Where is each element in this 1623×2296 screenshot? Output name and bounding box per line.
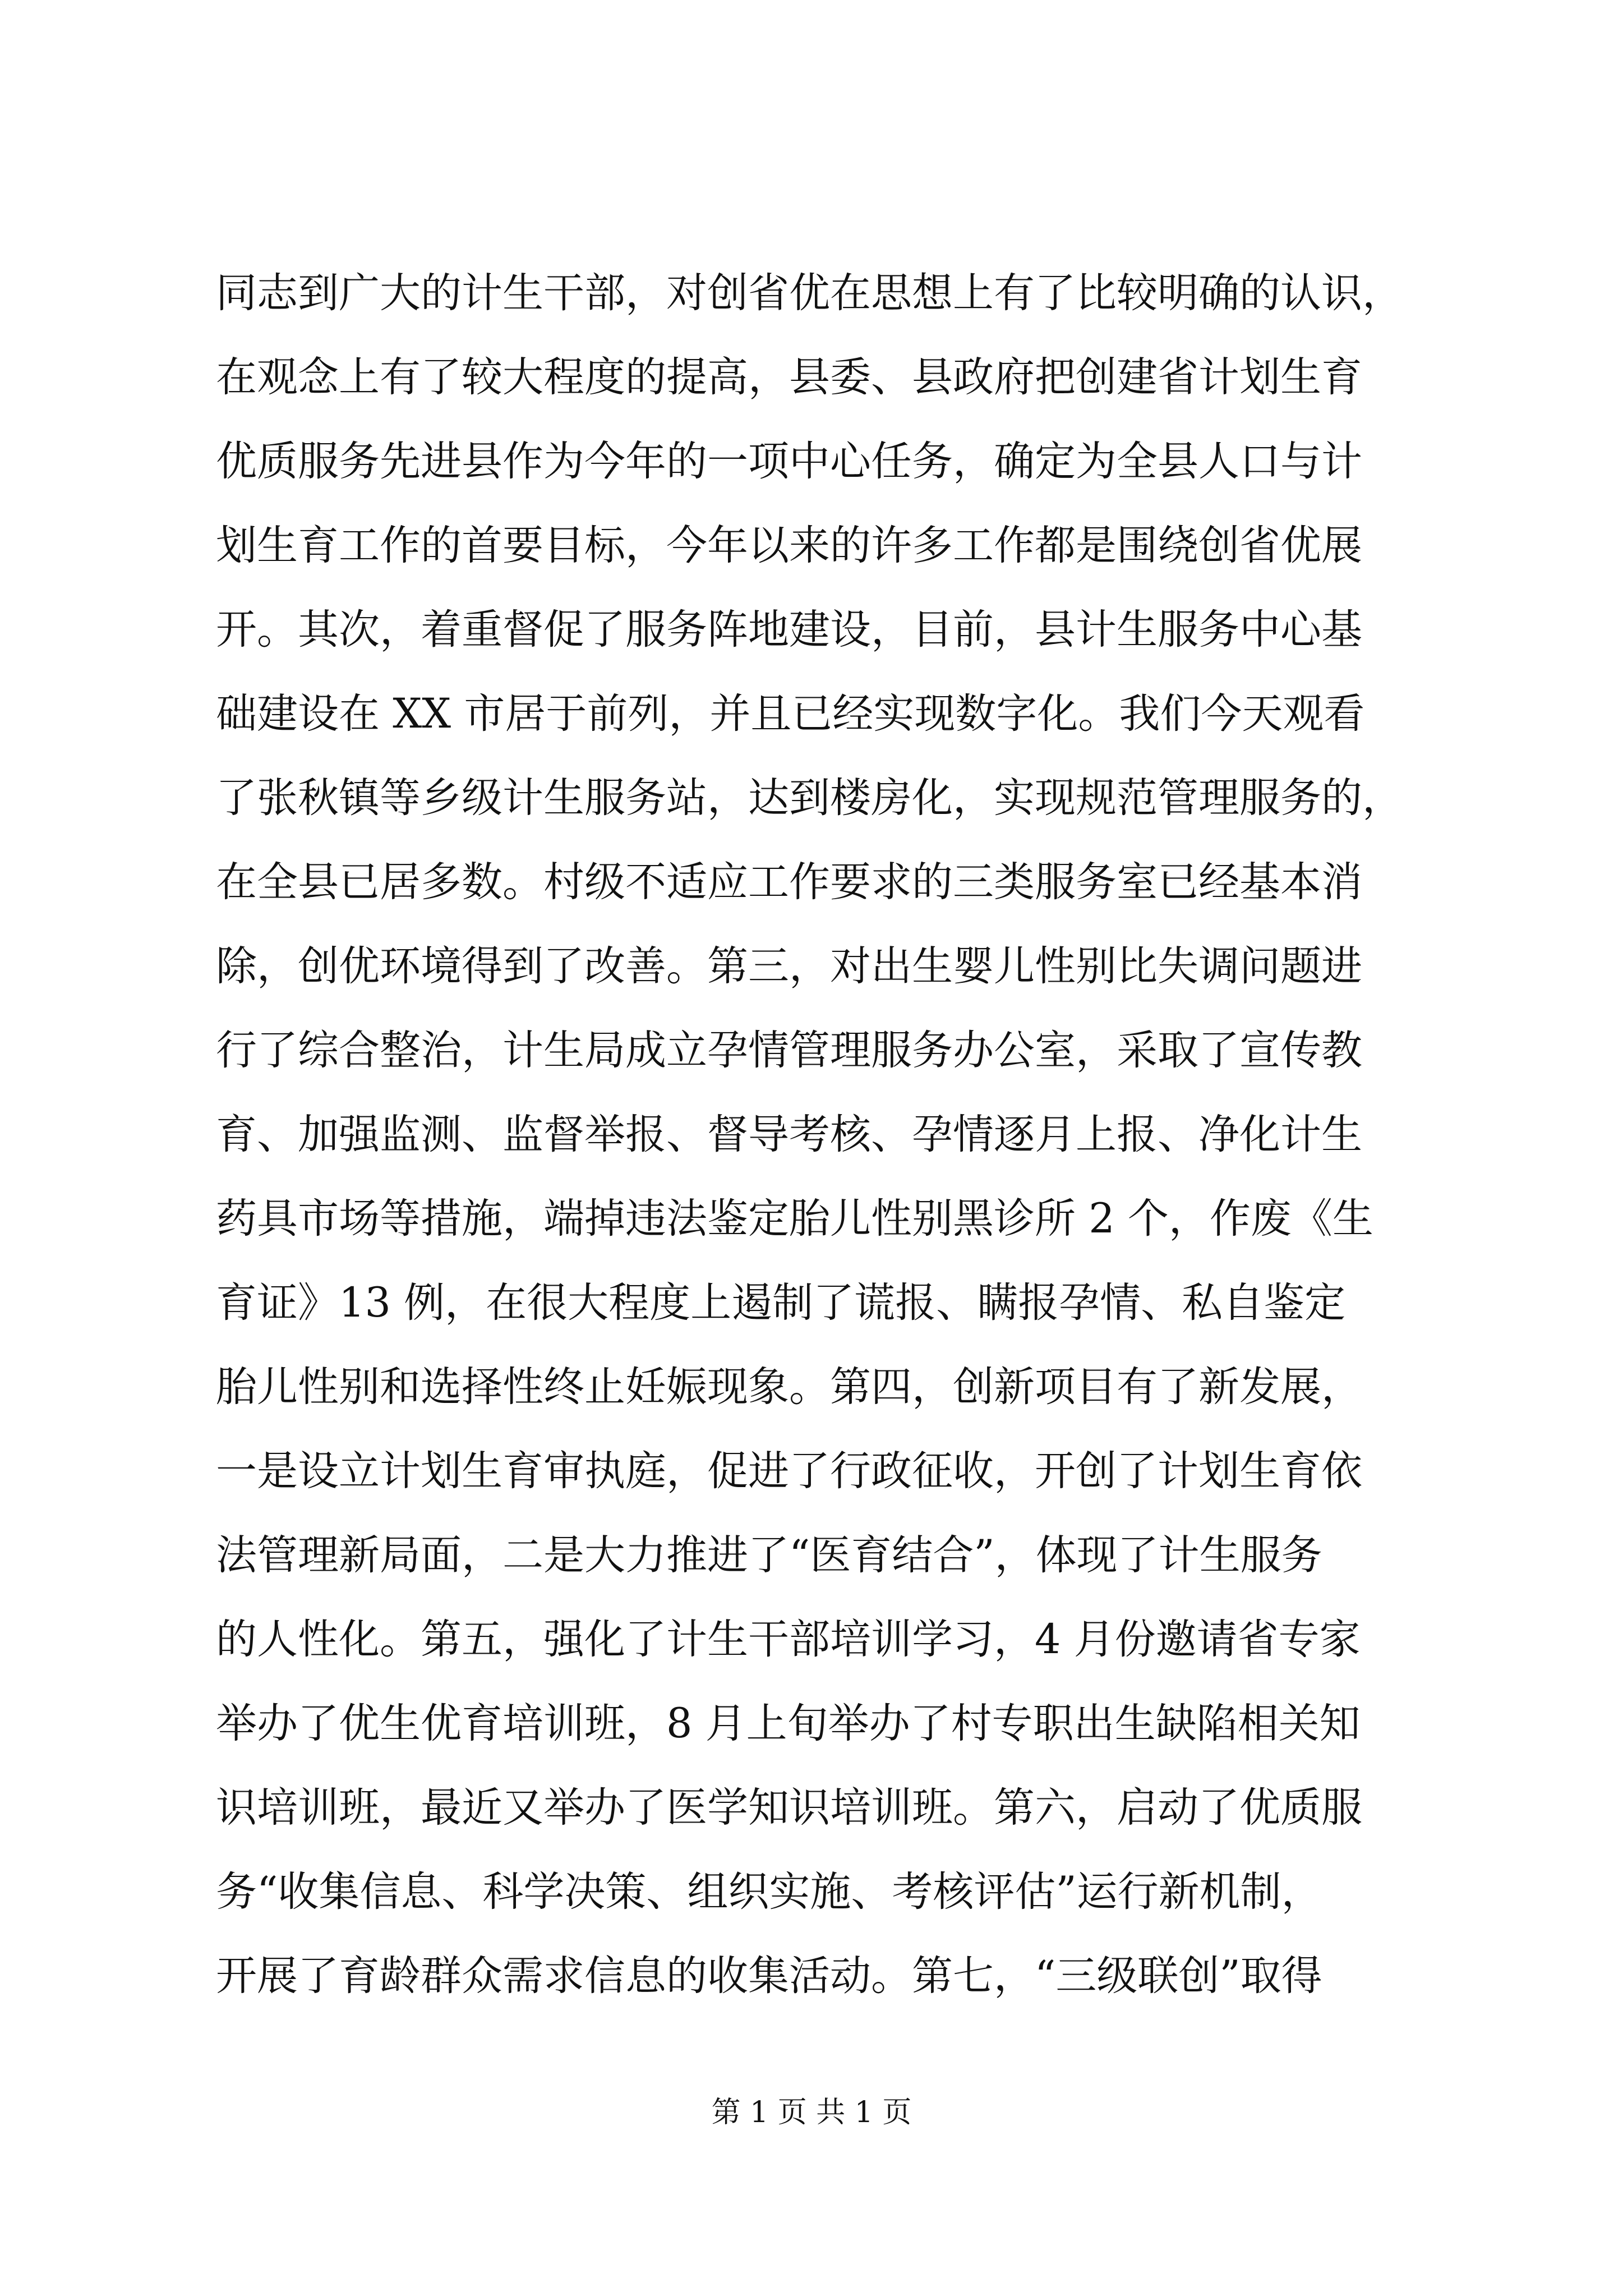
text-line: 在观念上有了较大程度的提高，县委、县政府把创建省计划生育 (216, 353, 1362, 401)
text-line: 优质服务先进县作为今年的一项中心任务，确定为全县人口与计 (216, 438, 1362, 485)
text-line: 础建设在 XX 市居于前列，并且已经实现数字化。我们今天观看 (216, 690, 1365, 738)
text-line: 法管理新局面，二是大力推进了“医育结合”，体现了计生服务 (216, 1531, 1322, 1579)
text-line: 育证》13 例，在很大程度上遏制了谎报、瞒报孕情、私自鉴定 (216, 1279, 1346, 1327)
text-line: 同志到广大的计生干部，对创省优在思想上有了比较明确的认识， (216, 269, 1403, 317)
text-line: 行了综合整治，计生局成立孕情管理服务办公室，采取了宣传教 (216, 1027, 1362, 1074)
text-line: 识培训班，最近又举办了医学知识培训班。第六，启动了优质服 (216, 1784, 1362, 1832)
page-footer: 第 1 页 共 1 页 (711, 2096, 912, 2129)
text-line: 务“收集信息、科学决策、组织实施、考核评估”运行新机制， (216, 1868, 1322, 1916)
text-line: 了张秋镇等乡级计生服务站，达到楼房化，实现规范管理服务的， (216, 774, 1403, 822)
body-text (216, 251, 1478, 2018)
text-line: 开。其次，着重督促了服务阵地建设，目前，县计生服务中心基 (216, 606, 1362, 654)
text-line: 在全县已居多数。村级不适应工作要求的三类服务室已经基本消 (216, 858, 1362, 906)
text-line: 胎儿性别和选择性终止妊娠现象。第四，创新项目有了新发展， (216, 1363, 1362, 1411)
text-line: 育、加强监测、监督举报、督导考核、孕情逐月上报、净化计生 (216, 1111, 1362, 1158)
text-line: 举办了优生优育培训班，8 月上旬举办了村专职出生缺陷相关知 (216, 1700, 1361, 1747)
text-line: 药具市场等措施，端掉违法鉴定胎儿性别黑诊所 2 个，作废《生 (216, 1195, 1373, 1243)
text-line: 开展了育龄群众需求信息的收集活动。第七，“三级联创”取得 (216, 1952, 1322, 2000)
text-line: 划生育工作的首要目标，今年以来的许多工作都是围绕创省优展 (216, 522, 1362, 569)
text-line: 一是设立计划生育审执庭，促进了行政征收，开创了计划生育依 (216, 1447, 1362, 1495)
text-line: 的人性化。第五，强化了计生干部培训学习，4 月份邀请省专家 (216, 1616, 1361, 1663)
text-line: 除，创优环境得到了改善。第三，对出生婴儿性别比失调问题进 (216, 942, 1362, 990)
